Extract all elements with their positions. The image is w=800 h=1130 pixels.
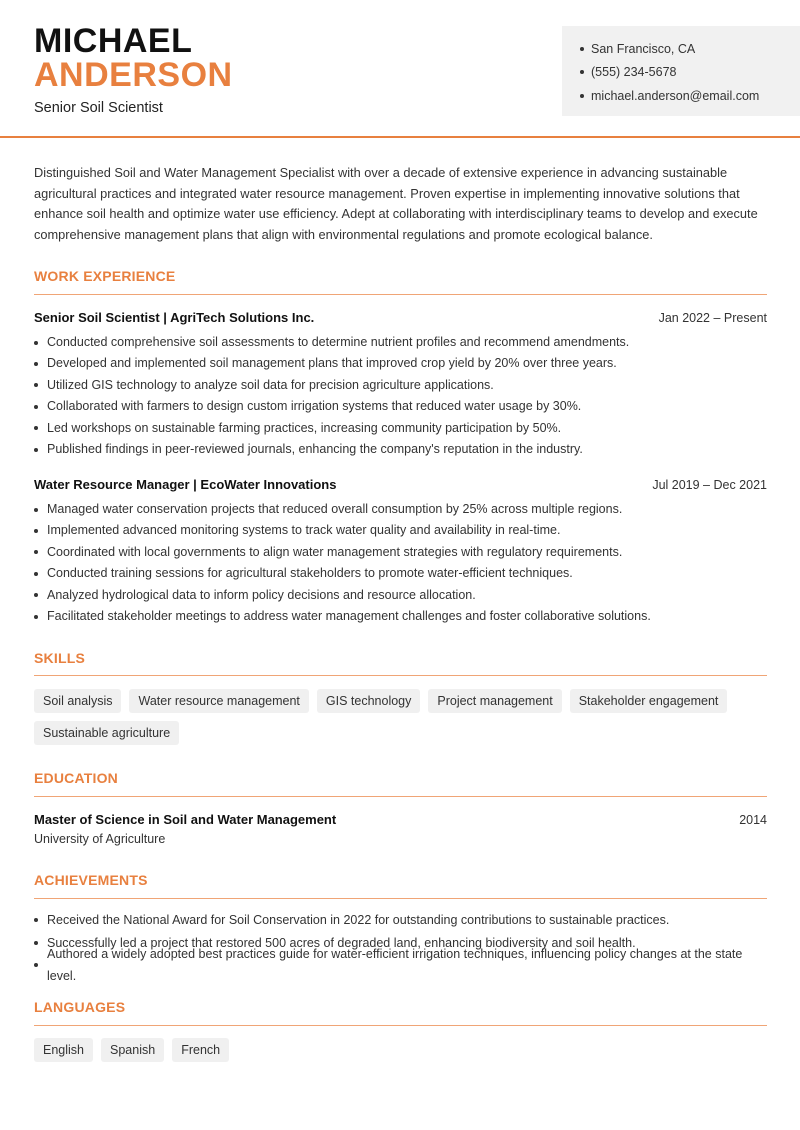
skill-chip: Stakeholder engagement bbox=[570, 689, 728, 713]
list-item bbox=[34, 909, 774, 932]
list-item bbox=[34, 946, 774, 984]
bullet-dot bbox=[34, 341, 38, 345]
bullet-dot bbox=[34, 615, 38, 619]
language-chip: English bbox=[34, 1038, 93, 1062]
education-header bbox=[34, 812, 767, 827]
list-item-text: Successfully led a project that restored 500 acres of degraded land, enhancing biodiversity and soil health. bbox=[47, 935, 636, 950]
list-item bbox=[34, 353, 774, 374]
professional-summary: Distinguished Soil and Water Management Specialist with over a decade of extensive experience in advancing sustainable agricultural practices and integrated water resource management. Proven expertise in implementing innovative solutions that enhance soil health and optimize water use efficiency. Adept at collaborating with interdisciplinary teams to develop and execute comprehensive management plans that align with environmental regulations and promote ecological balance. bbox=[34, 165, 758, 242]
list-item-text: Authored a widely adopted best practices guide for water-efficient irrigation techniques, influencing policy changes at the state level. bbox=[47, 946, 743, 984]
bullet-dot bbox=[34, 405, 38, 409]
list-item-text: Utilized GIS technology to analyze soil data for precision agriculture applications. bbox=[47, 377, 494, 392]
job-dates: Jan 2022 – Present bbox=[658, 311, 767, 325]
bullet-dot bbox=[34, 529, 38, 533]
bullet-dot bbox=[34, 963, 38, 967]
contact-location bbox=[580, 37, 800, 61]
bullet-dot bbox=[580, 70, 584, 74]
list-item-text: Facilitated stakeholder meetings to address water management challenges and foster collaborative solutions. bbox=[47, 608, 651, 623]
list-item bbox=[34, 542, 774, 563]
list-item bbox=[34, 396, 774, 417]
skill-chip: Project management bbox=[428, 689, 561, 713]
achievements-list bbox=[34, 909, 774, 984]
bullet-dot bbox=[34, 572, 38, 576]
language-chip: Spanish bbox=[101, 1038, 164, 1062]
list-item bbox=[34, 418, 774, 439]
contact-box bbox=[562, 26, 800, 116]
resume-header bbox=[0, 0, 800, 138]
list-item-text: Conducted training sessions for agricultural stakeholders to promote water-efficient techniques. bbox=[47, 566, 573, 581]
list-item-text: Implemented advanced monitoring systems to track water quality and availability in real-time. bbox=[47, 523, 561, 538]
list-item bbox=[34, 332, 774, 353]
languages-list bbox=[34, 1038, 774, 1062]
skill-chip: Soil analysis bbox=[34, 689, 121, 713]
list-item-text: Conducted comprehensive soil assessments to determine nutrient profiles and recommend amendments. bbox=[47, 335, 630, 349]
section-title-languages: LANGUAGES bbox=[34, 999, 126, 1015]
contact-phone bbox=[580, 61, 800, 85]
contact-location-text: San Francisco, CA bbox=[591, 41, 696, 56]
bullet-dot bbox=[34, 918, 38, 922]
section-divider bbox=[34, 898, 767, 899]
list-item-text: Coordinated with local governments to align water management strategies with regulatory requirements. bbox=[47, 544, 623, 559]
bullet-dot bbox=[34, 550, 38, 554]
bullet-dot bbox=[34, 426, 38, 430]
bullet-dot bbox=[34, 508, 38, 512]
bullet-dot bbox=[580, 47, 584, 51]
list-item bbox=[34, 439, 774, 460]
language-chip: French bbox=[172, 1038, 229, 1062]
section-title-achievements: ACHIEVEMENTS bbox=[34, 872, 148, 888]
list-item-text: Published findings in peer-reviewed journals, enhancing the company's reputation in the industry. bbox=[47, 441, 583, 456]
list-item bbox=[34, 520, 774, 541]
bullet-dot bbox=[34, 941, 38, 945]
list-item bbox=[34, 585, 774, 606]
contact-email bbox=[580, 84, 800, 108]
list-item bbox=[34, 606, 774, 627]
section-title-work: WORK EXPERIENCE bbox=[34, 268, 176, 284]
list-item bbox=[34, 563, 774, 584]
bullet-dot bbox=[34, 383, 38, 387]
job-title: Senior Soil Scientist bbox=[34, 100, 163, 116]
job-role: Senior Soil Scientist | AgriTech Solutions Inc. bbox=[34, 310, 315, 325]
skill-chip: Sustainable agriculture bbox=[34, 721, 179, 745]
contact-email-text: michael.anderson@email.com bbox=[591, 88, 760, 103]
section-divider bbox=[34, 294, 767, 295]
education-school: University of Agriculture bbox=[34, 832, 166, 846]
last-name: ANDERSON bbox=[34, 56, 233, 94]
skill-chip: Water resource management bbox=[129, 689, 308, 713]
list-item-text: Analyzed hydrological data to inform policy decisions and resource allocation. bbox=[47, 587, 476, 602]
job-bullets-2 bbox=[34, 499, 774, 627]
section-divider bbox=[34, 675, 767, 676]
list-item bbox=[34, 499, 774, 520]
list-item-text: Managed water conservation projects that reduced overall consumption by 25% across multiple regions. bbox=[47, 502, 623, 516]
list-item-text: Received the National Award for Soil Conservation in 2022 for outstanding contributions to sustainable practices. bbox=[47, 913, 670, 927]
skills-list bbox=[34, 689, 774, 745]
section-divider bbox=[34, 796, 767, 797]
list-item-text: Developed and implemented soil management plans that improved crop yield by 20% over three years. bbox=[47, 356, 617, 371]
section-divider bbox=[34, 1025, 767, 1026]
section-title-education: EDUCATION bbox=[34, 770, 118, 786]
list-item-text: Led workshops on sustainable farming practices, increasing community participation by 50%. bbox=[47, 420, 562, 435]
bullet-dot bbox=[34, 362, 38, 366]
job-dates: Jul 2019 – Dec 2021 bbox=[652, 478, 767, 492]
contact-phone-text: (555) 234-5678 bbox=[591, 65, 677, 80]
job-role: Water Resource Manager | EcoWater Innovations bbox=[34, 477, 337, 492]
list-item-text: Collaborated with farmers to design custom irrigation systems that reduced water usage by 30%. bbox=[47, 399, 582, 414]
skill-chip: GIS technology bbox=[317, 689, 420, 713]
bullet-dot bbox=[34, 448, 38, 452]
bullet-dot bbox=[34, 593, 38, 597]
list-item bbox=[34, 375, 774, 396]
job-bullets-1 bbox=[34, 332, 774, 460]
section-title-skills: SKILLS bbox=[34, 650, 85, 666]
education-degree: Master of Science in Soil and Water Management bbox=[34, 812, 337, 827]
job-header-1 bbox=[34, 310, 767, 325]
education-year: 2014 bbox=[739, 813, 767, 827]
job-header-2 bbox=[34, 477, 767, 492]
bullet-dot bbox=[580, 94, 584, 98]
first-name: MICHAEL bbox=[34, 22, 193, 60]
